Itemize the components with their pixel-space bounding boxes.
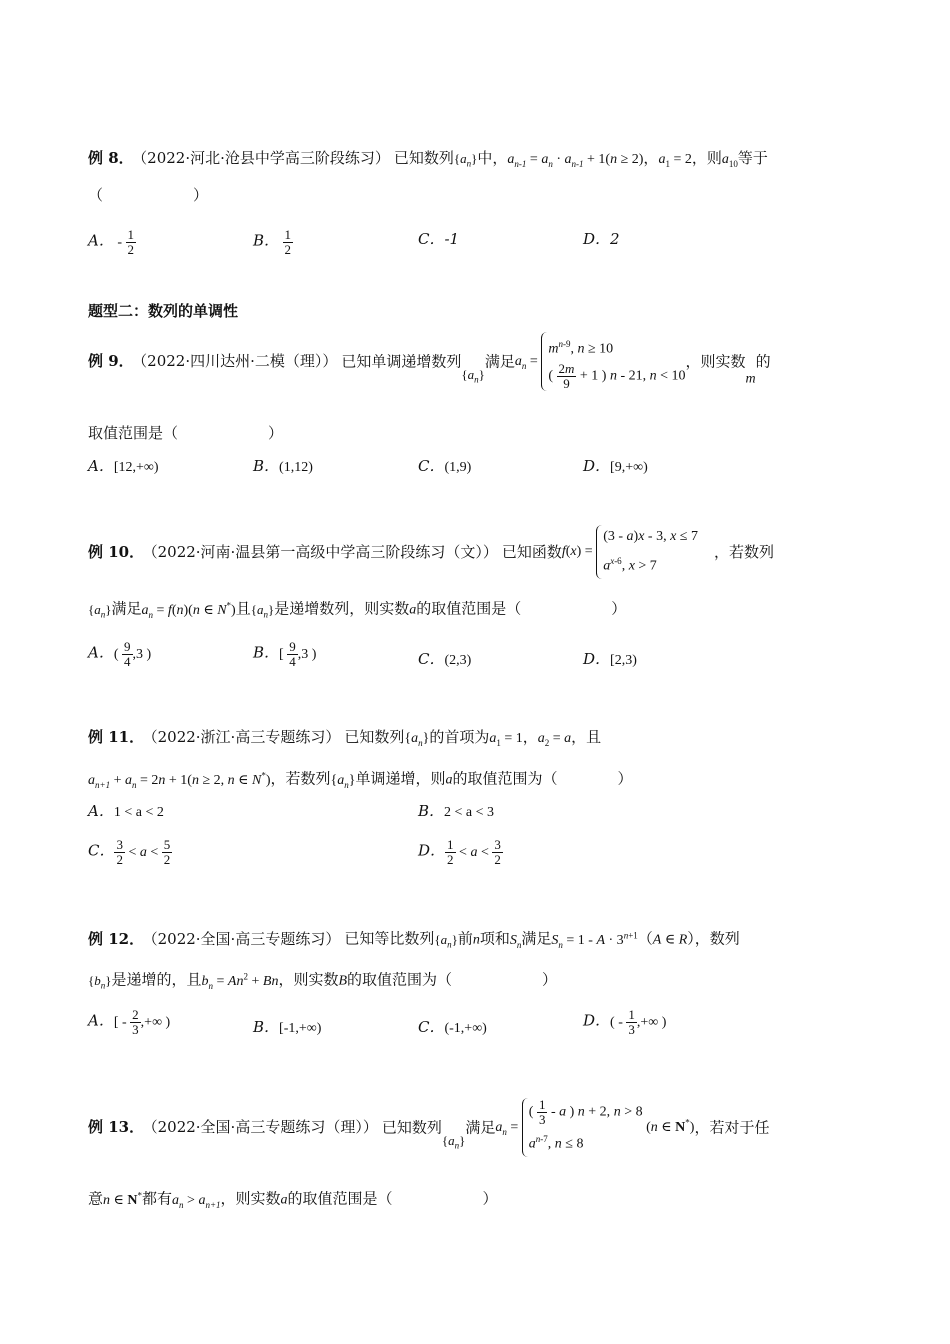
- text: 等于: [737, 149, 768, 167]
- example-9-line2: 取值范围是（ ）: [88, 424, 284, 442]
- option-label: A．: [88, 231, 114, 250]
- example-10-option-b[interactable]: [253, 640, 316, 669]
- example-10-line1: [88, 525, 774, 579]
- example-12-option-a[interactable]: [88, 1008, 170, 1037]
- option-label: C．: [418, 1018, 445, 1036]
- text: 已知数列: [393, 149, 454, 167]
- example-10-line2: [88, 594, 626, 625]
- text: 已知数列: [381, 1118, 442, 1137]
- text: 满足: [465, 1118, 496, 1137]
- math-a1: $a_1 = 2$: [658, 152, 692, 169]
- example-12-line2: [88, 965, 557, 996]
- option-label: D．: [583, 650, 611, 668]
- math-a1: $a_1 = 1$: [489, 731, 523, 748]
- text: （: [637, 929, 653, 948]
- text: 已知单调递增数列: [341, 352, 462, 371]
- example-13-source: （2022·全国·高三专题练习（理））: [150, 1118, 378, 1137]
- math-m: m: [745, 371, 756, 387]
- option-label: B．: [253, 643, 280, 662]
- example-12-source: （2022·全国·高三专题练习）: [150, 929, 341, 948]
- example-8-label: 例 8．: [88, 149, 134, 167]
- example-8-option-b[interactable]: [253, 228, 293, 257]
- example-8-blank: （ ）: [88, 186, 209, 204]
- text: 的取值范围是（ ）: [287, 1189, 498, 1208]
- math: - $\frac{1}{2}$: [113, 227, 135, 257]
- example-11-label: 例 11．: [88, 728, 145, 746]
- math-seq-an: $\{a_n\}$: [404, 731, 430, 748]
- option-label: B．: [253, 231, 280, 250]
- option-label: C．-1: [418, 230, 460, 248]
- math-seq-an: $\{a_n\}$: [441, 1133, 466, 1151]
- text: ，若数列: [270, 769, 331, 788]
- option-label: D．: [418, 841, 446, 860]
- example-11-option-c[interactable]: [88, 838, 172, 867]
- text: 且: [235, 599, 251, 618]
- text: ，且: [571, 728, 602, 746]
- example-9-option-a[interactable]: [88, 455, 159, 479]
- math-a: a: [409, 602, 417, 618]
- text: 前: [457, 929, 473, 948]
- math: [12,+∞): [113, 460, 159, 475]
- example-8-option-c[interactable]: [418, 228, 459, 250]
- text: ，: [522, 728, 538, 746]
- math: $\frac{1}{2}$ < a < $\frac{3}{2}$: [447, 837, 501, 867]
- math: [-1,+∞): [279, 1021, 322, 1036]
- math-seq-an: $\{a_n\}$: [250, 601, 275, 620]
- text: ，则实数: [685, 352, 746, 371]
- math: $\frac{1}{2}$: [284, 227, 292, 257]
- math: $\frac{3}{2}$ < a < $\frac{5}{2}$: [116, 837, 171, 867]
- text: 项和: [479, 929, 510, 948]
- text: ，则实数: [220, 1189, 281, 1208]
- option-label: B．: [418, 802, 445, 820]
- math: [2,3): [610, 653, 637, 668]
- math-B: B: [338, 973, 348, 989]
- example-11-option-b[interactable]: [418, 800, 494, 824]
- math-A-in-R: A ∈ R: [652, 932, 688, 948]
- option-label: A．: [88, 457, 114, 475]
- example-12-option-d[interactable]: [583, 1008, 666, 1037]
- text: ，若对于任: [694, 1118, 770, 1137]
- text: 单调递增，则: [355, 769, 446, 788]
- math: 1 < a < 2: [113, 805, 164, 820]
- text: ，则实数: [278, 970, 339, 989]
- math: (2,3): [444, 653, 472, 668]
- math-seq-an: $\{a_n\}$: [461, 367, 485, 385]
- example-12-option-b[interactable]: [253, 1016, 321, 1040]
- math-seq-bn: $\{b_n\}$: [88, 972, 112, 991]
- math-a: a: [445, 772, 453, 788]
- math-recurrence: $a_{n-1} = a_n \cdot a_{n-1} + 1(n \ge 2)$: [507, 152, 644, 169]
- example-11-option-d[interactable]: [418, 838, 503, 867]
- example-12-option-c[interactable]: [418, 1016, 487, 1040]
- math: ( - $\frac{1}{3}$ ,+∞ ): [610, 1007, 667, 1037]
- math: (1,9): [444, 460, 472, 475]
- example-10-label: 例 10．: [88, 542, 145, 561]
- math-Sn-formula: $S_n = 1 - A \cdot 3^{n+1}$: [551, 930, 638, 950]
- text: 是递增的，且: [111, 970, 202, 989]
- math-seq-an: $\{a_n\}$: [88, 601, 112, 620]
- math: 2 < a < 3: [444, 805, 495, 820]
- math-an-gt: $a_n > a_{n+1}$: [172, 1192, 221, 1210]
- option-label: B．: [253, 457, 280, 475]
- math: [ $\frac{9}{4}$ ,3 ): [279, 639, 317, 669]
- example-8-option-a[interactable]: [88, 228, 136, 257]
- math-piecewise: $a_n$ = $m^{n-9}$, n ≥ 10 ( $\frac{2m}{9}$ + 1 ) n - 21, n < 10: [515, 354, 686, 369]
- example-13-label: 例 13．: [88, 1118, 145, 1137]
- example-10-source: （2022·河南·温县第一高级中学高三阶段练习（文））: [150, 542, 498, 561]
- example-11-line1: [88, 726, 601, 754]
- text: 的: [755, 352, 771, 371]
- example-8-option-d[interactable]: [583, 228, 620, 250]
- math-n-in-N: n ∈ N*: [103, 1190, 143, 1208]
- math: ( $\frac{9}{4}$ ,3 ): [113, 639, 152, 669]
- example-12-line1: [88, 924, 740, 955]
- math: (1,12): [279, 460, 313, 475]
- example-10-option-c[interactable]: [418, 648, 471, 672]
- text: 已知函数: [501, 542, 562, 561]
- example-9-source: （2022·四川达州·二模（理））: [139, 352, 338, 371]
- text: 中，: [477, 149, 508, 167]
- section-title: 题型二：数列的单调性: [88, 302, 239, 320]
- option-label: A．: [88, 643, 114, 662]
- example-13-line1: [88, 1098, 769, 1157]
- text: 的取值范围为（ ）: [452, 769, 633, 788]
- option-label: A．: [88, 1011, 114, 1030]
- option-label: A．: [88, 802, 114, 820]
- text: 已知等比数列: [344, 929, 435, 948]
- text: ，若数列: [713, 542, 774, 561]
- text: 是递增数列，则实数: [274, 599, 410, 618]
- math-recurrence: $a_{n+1} + a_n = 2n + 1(n \ge 2$, n ∈ N*): [88, 770, 271, 790]
- example-8-line1: [88, 147, 768, 175]
- example-11-line2: [88, 764, 633, 795]
- example-10-option-d[interactable]: [583, 648, 637, 672]
- math-seq-an: $\{a_n\}$: [434, 931, 458, 950]
- text: 的取值范围是（ ）: [416, 599, 627, 618]
- option-label: C．: [88, 841, 115, 860]
- text: 满足: [484, 352, 515, 371]
- math-a: a: [280, 1192, 288, 1208]
- text: 都有: [142, 1189, 173, 1208]
- example-13-line2: [88, 1184, 498, 1215]
- math-Sn: $S_n$: [509, 932, 522, 950]
- math-n: n: [472, 932, 480, 948]
- option-label: C．: [418, 650, 445, 668]
- option-label: D．: [583, 1011, 611, 1030]
- text: ），数列: [687, 929, 740, 948]
- math-a2: $a_2 = a$: [537, 731, 572, 748]
- text: 满足: [521, 929, 552, 948]
- math: [ - $\frac{2}{3}$ ,+∞ ): [113, 1007, 171, 1037]
- example-9-option-c[interactable]: [418, 455, 471, 479]
- example-11-option-a[interactable]: [88, 800, 164, 824]
- math: [9,+∞): [610, 460, 648, 475]
- math-an-fn: $a_n = f(n)(n$ ∈ N*): [141, 600, 236, 620]
- example-8-source: （2022·河北·沧县中学高三阶段练习）: [139, 149, 390, 167]
- text: 已知数列: [344, 728, 405, 746]
- text: 的首项为: [429, 728, 490, 746]
- math-seq-an: $\{a_n\}$: [330, 772, 356, 790]
- math-bn: $b_n = An^2 + Bn$: [201, 971, 279, 991]
- text: ，: [643, 149, 659, 167]
- text: 的取值范围为（ ）: [347, 970, 558, 989]
- math-seq-an: $\{a_n\}$: [453, 151, 478, 169]
- math-piecewise: $a_n$ = ( $\frac{1}{3}$ - a ) n + 2, n > 8 $a^{n-7}$, n ≤ 8 (n ∈ N*): [495, 1120, 694, 1135]
- example-10-option-a[interactable]: [88, 640, 151, 669]
- math-a10: $a_{10}$: [721, 152, 738, 169]
- text: 满足: [111, 599, 142, 618]
- example-11-source: （2022·浙江·高三专题练习）: [150, 728, 341, 746]
- example-9-option-b[interactable]: [253, 455, 313, 479]
- math: (-1,+∞): [444, 1021, 487, 1036]
- option-label: D．2: [583, 230, 620, 248]
- text: ，则: [691, 149, 722, 167]
- example-12-label: 例 12．: [88, 929, 145, 948]
- example-9-line1: [88, 332, 771, 391]
- example-9-label: 例 9．: [88, 352, 134, 371]
- option-label: C．: [418, 457, 445, 475]
- option-label: D．: [583, 457, 611, 475]
- option-label: B．: [253, 1018, 280, 1036]
- example-9-option-d[interactable]: [583, 455, 648, 479]
- text: 意: [88, 1189, 104, 1208]
- math-piecewise: f(x) = (3 - a)x - 3, x ≤ 7 $a^{x-6}$, x > 7: [562, 544, 698, 559]
